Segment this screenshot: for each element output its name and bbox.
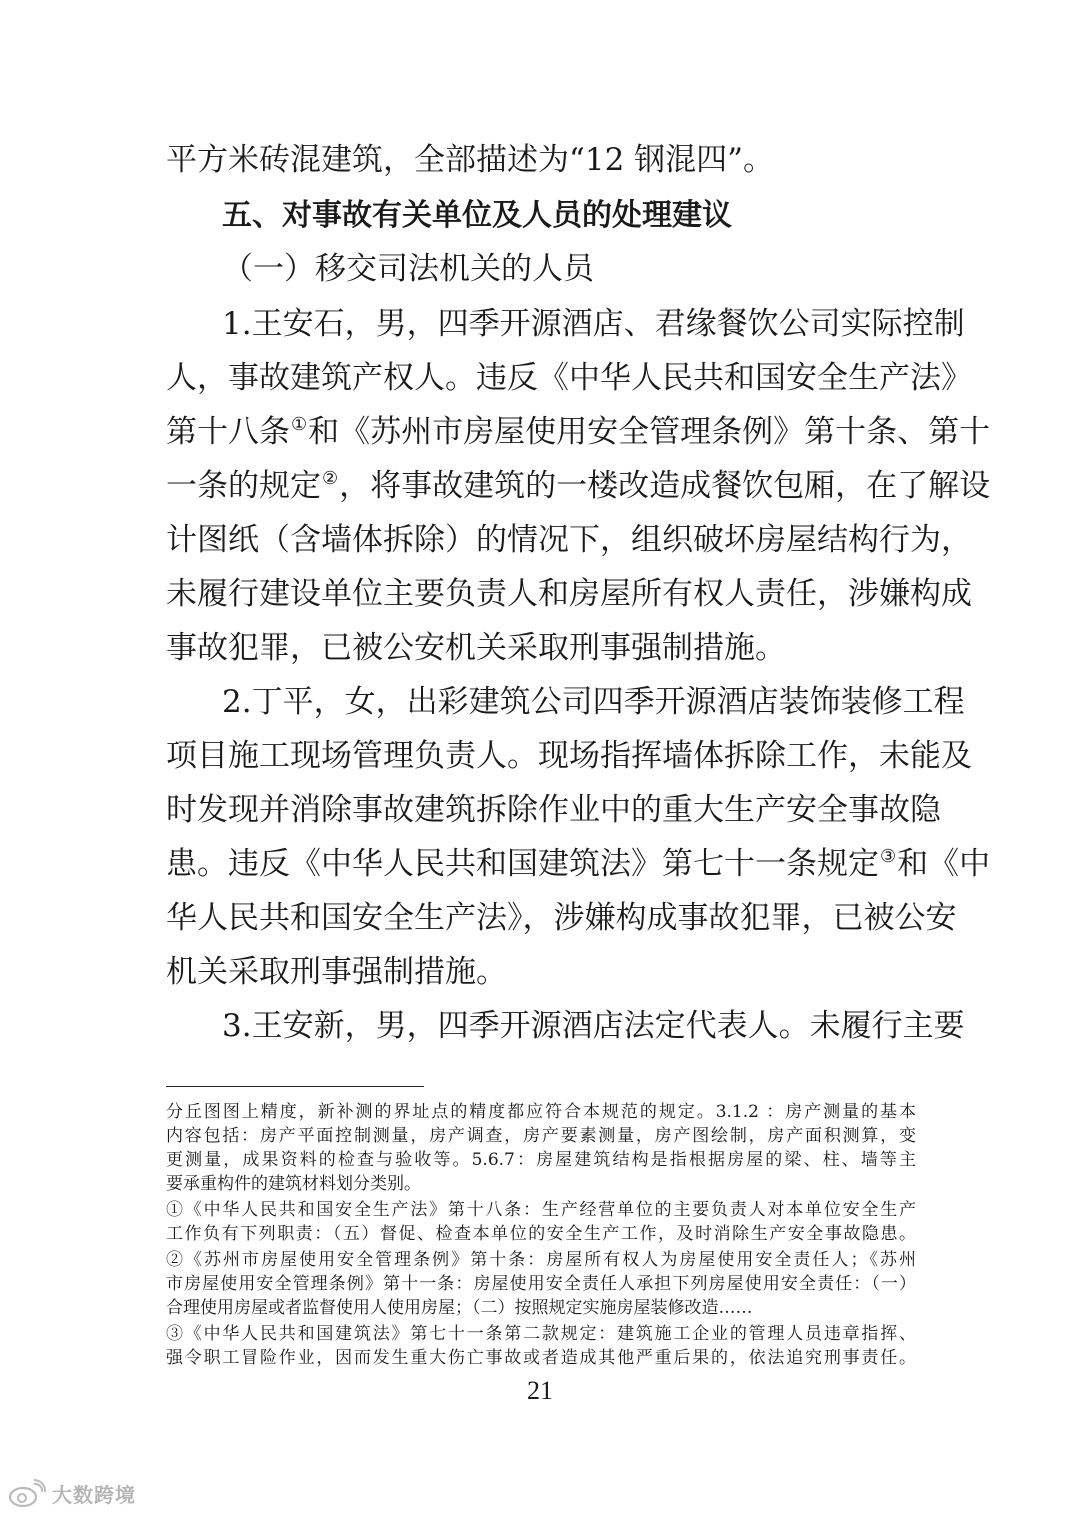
body-text: 一条的规定 [166,468,321,504]
footnote-line: 合理使用房屋或者监督使用人使用房屋；（二）按照规定实施房屋装修改造…… [166,1298,753,1318]
footnote-line: ③《中华人民共和国建筑法》第七十一条第二款规定：建筑施工企业的管理人员违章指挥、 [166,1324,916,1344]
body-line [166,410,991,454]
footnote-line: 工作负有下列职责：（五）督促、检查本单位的安全生产工作，及时消除生产安全事故隐患。 [166,1224,916,1244]
body-line: 3.王安新，男，四季开源酒店法定代表人。未履行主要 [222,1008,965,1044]
body-text: ，将事故建筑的一楼改造成餐饮包厢，在了解设 [339,468,991,504]
body-line: 平方米砖混建筑，全部描述为“12 钢混四”。 [166,142,774,178]
body-line: 项目施工现场管理负责人。现场指挥墙体拆除工作，未能及 [166,738,972,774]
footnote-line: 强令职工冒险作业，因而发生重大伤亡事故或者造成其他严重后果的，依法追究刑事责任。 [166,1348,916,1368]
footnote-line: 市房屋使用安全管理条例》第十一条：房屋使用安全责任人承担下列房屋使用安全责任：（一） [166,1274,916,1294]
footnote-line: 内容包括：房产平面控制测量，房产调查，房产要素测量，房产图绘制，房产面积测算，变 [166,1126,916,1146]
footnote-line: 更测量，成果资料的检查与验收等。5.6.7：房屋建筑结构是指根据房屋的梁、柱、墙等主 [166,1150,916,1170]
body-text: 第十八条 [166,414,290,450]
body-line: 时发现并消除事故建筑拆除作业中的重大生产安全事故隐 [166,792,941,828]
footnote-marker: ① [291,414,308,435]
watermark [8,1476,136,1510]
body-line: 计图纸（含墙体拆除）的情况下，组织破坏房屋结构行为， [166,522,972,558]
page-number: 21 [527,1376,553,1405]
footnote-line: 分丘图图上精度，新补测的界址点的精度都应符合本规范的规定。3.1.2 ：房产测量的基本 [166,1102,916,1122]
body-text: 和《中 [897,846,991,882]
body-line: 1.王安石，男，四季开源酒店、君缘餐饮公司实际控制 [222,306,965,342]
footnote-line: ①《中华人民共和国安全生产法》第十八条：生产经营单位的主要负责人对本单位安全生产 [166,1200,916,1220]
body-text: 和《苏州市房屋使用安全管理条例》第十条、第十 [308,414,991,450]
body-line: 华人民共和国安全生产法》，涉嫌构成事故犯罪，已被公安 [166,900,957,936]
body-line [166,842,991,886]
footnote-line: ②《苏州市房屋使用安全管理条例》第十条：房屋所有权人为房屋使用安全责任人；《苏州 [166,1250,916,1270]
footnote-line: 要承重构件的建筑材料划分类别。 [166,1174,421,1194]
weibo-logo-icon [8,1478,46,1508]
footnote-separator [166,1086,424,1087]
body-line: 人，事故建筑产权人。违反《中华人民共和国安全生产法》 [166,360,972,396]
body-line: 未履行建设单位主要负责人和房屋所有权人责任，涉嫌构成 [166,576,972,612]
subsection-heading: （一）移交司法机关的人员 [222,251,594,287]
watermark-text: 大数跨境 [52,1482,136,1507]
body-line: 事故犯罪，已被公安机关采取刑事强制措施。 [166,630,786,666]
body-line: 机关采取刑事强制措施。 [166,954,507,990]
body-line [166,464,991,508]
body-text: 患。违反《中华人民共和国建筑法》第七十一条规定 [166,846,879,882]
body-line: 2.丁平，女，出彩建筑公司四季开源酒店装饰装修工程 [222,684,965,720]
footnote-marker: ③ [880,846,897,867]
section-heading: 五、对事故有关单位及人员的处理建议 [222,198,732,233]
footnote-marker: ② [322,468,339,489]
